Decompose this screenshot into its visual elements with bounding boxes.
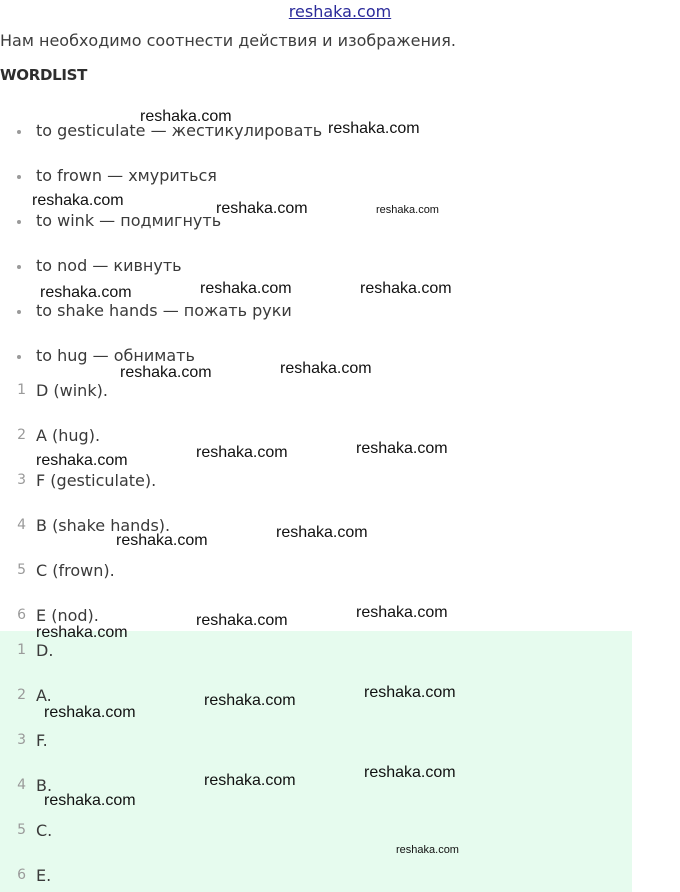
answer-number: 2 — [17, 687, 26, 703]
watermark: reshaka.com — [204, 692, 296, 709]
match-text: F (gesticulate). — [36, 471, 157, 490]
answer-text: F. — [36, 731, 48, 750]
answer-number: 4 — [17, 777, 26, 793]
answer-number: 6 — [17, 867, 26, 883]
watermark: reshaka.com — [32, 192, 124, 209]
watermark: reshaka.com — [36, 624, 128, 641]
watermark: reshaka.com — [196, 612, 288, 629]
answer-number: 1 — [17, 642, 26, 658]
match-text: A (hug). — [36, 426, 101, 445]
bullet-icon — [17, 310, 21, 314]
bullet-icon — [17, 220, 21, 224]
watermark: reshaka.com — [328, 120, 420, 137]
wordlist-item-text: to frown — хмуриться — [36, 166, 217, 185]
watermark: reshaka.com — [356, 604, 448, 621]
bullet-icon — [17, 265, 21, 269]
match-text: D (wink). — [36, 381, 108, 400]
wordlist-item-text: to wink — подмигнуть — [36, 211, 222, 230]
watermark: reshaka.com — [216, 200, 308, 217]
watermark: reshaka.com — [116, 532, 208, 549]
match-number: 3 — [17, 472, 26, 488]
answer-text: B. — [36, 776, 53, 795]
match-text: E (nod). — [36, 606, 99, 625]
watermark: reshaka.com — [356, 440, 448, 457]
intro-text: Нам необходимо соотнести действия и изображения. — [0, 31, 457, 50]
watermark: reshaka.com — [396, 844, 459, 856]
match-text: B (shake hands). — [36, 516, 171, 535]
answer-number: 3 — [17, 732, 26, 748]
watermark: reshaka.com — [276, 524, 368, 541]
watermark: reshaka.com — [200, 280, 292, 297]
bullet-icon — [17, 355, 21, 359]
bullet-icon — [17, 175, 21, 179]
site-link[interactable]: reshaka.com — [288, 2, 392, 21]
bullet-icon — [17, 130, 21, 134]
match-number: 1 — [17, 382, 26, 398]
wordlist-item-text: to hug — обнимать — [36, 346, 195, 365]
wordlist-item-text: to nod — кивнуть — [36, 256, 182, 275]
answer-text: E. — [36, 866, 52, 885]
match-number: 4 — [17, 517, 26, 533]
watermark: reshaka.com — [376, 204, 439, 216]
answer-text: A. — [36, 686, 52, 705]
watermark: reshaka.com — [204, 772, 296, 789]
wordlist-item-text: to gesticulate — жестикулировать — [36, 121, 323, 140]
watermark: reshaka.com — [196, 444, 288, 461]
answer-number: 5 — [17, 822, 26, 838]
watermark: reshaka.com — [280, 360, 372, 377]
watermark: reshaka.com — [360, 280, 452, 297]
watermark: reshaka.com — [44, 704, 136, 721]
watermark: reshaka.com — [44, 792, 136, 809]
watermark: reshaka.com — [140, 108, 232, 125]
wordlist-item-text: to shake hands — пожать руки — [36, 301, 292, 320]
watermark: reshaka.com — [364, 764, 456, 781]
match-number: 5 — [17, 562, 26, 578]
match-text: C (frown). — [36, 561, 115, 580]
answer-box — [0, 631, 632, 892]
wordlist-heading: WORDLIST — [0, 66, 88, 84]
watermark: reshaka.com — [40, 284, 132, 301]
match-number: 2 — [17, 427, 26, 443]
watermark: reshaka.com — [364, 684, 456, 701]
answer-text: C. — [36, 821, 53, 840]
watermark: reshaka.com — [36, 452, 128, 469]
watermark: reshaka.com — [120, 364, 212, 381]
answer-text: D. — [36, 641, 54, 660]
match-number: 6 — [17, 607, 26, 623]
